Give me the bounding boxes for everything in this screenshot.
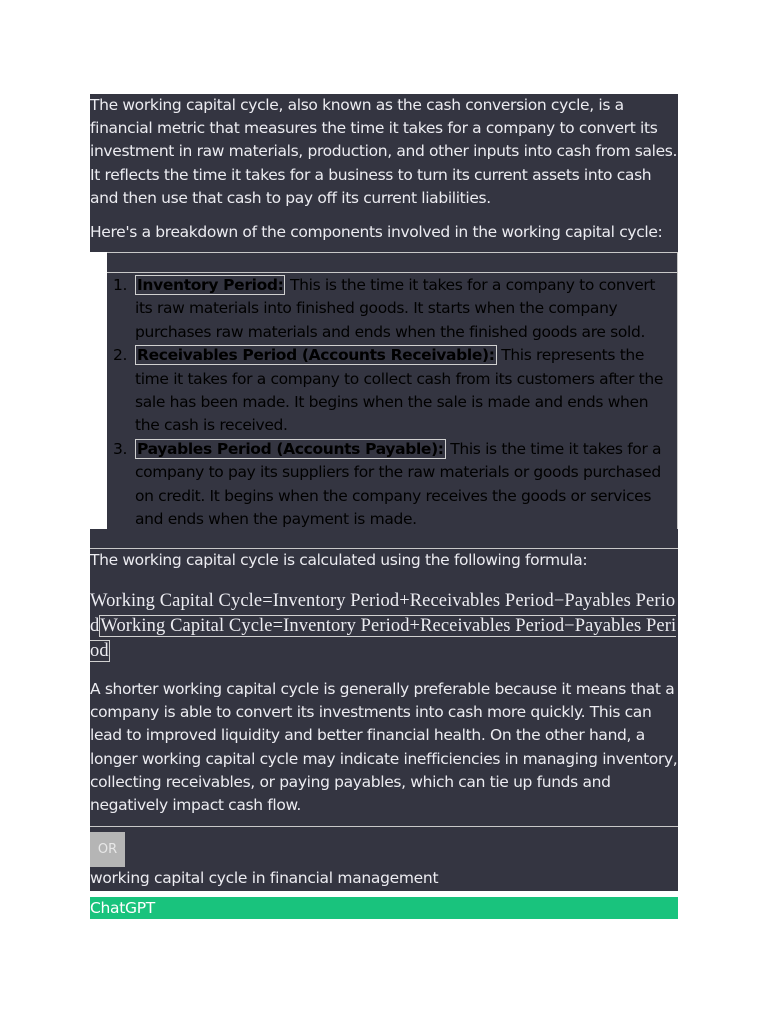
intro-panel bbox=[90, 94, 678, 252]
list-number: 2. bbox=[113, 346, 128, 365]
components-list bbox=[107, 274, 677, 531]
formula-boxed: Working Capital Cycle=Inventory Period+Receivables Period−Payables Period bbox=[90, 616, 677, 661]
chatgpt-label-bar: ChatGPT bbox=[90, 897, 678, 919]
term-inventory-period: Inventory Period: bbox=[137, 276, 284, 294]
intro-paragraph: The working capital cycle, also known as the cash conversion cycle, is a financial metric that measures the time it takes for a company to convert its investment in raw materials, production, and other inputs into cash from sales. It reflects the time it takes for a business to turn its current assets into cash and then use that cash to pay off its current liabilities. bbox=[90, 96, 678, 207]
divider bbox=[107, 272, 677, 273]
user-prompt: working capital cycle in financial management bbox=[90, 869, 439, 887]
term-receivables-period: Receivables Period (Accounts Receivable): bbox=[137, 346, 495, 365]
components-lead: Here's a breakdown of the components involved in the working capital cycle: bbox=[90, 223, 663, 242]
formula-intro: The working capital cycle is calculated using the following formula: bbox=[90, 551, 588, 569]
formula-plain: Working Capital Cycle=Inventory Period+Receivables Period−Payables Period bbox=[90, 591, 676, 636]
list-item bbox=[113, 344, 677, 438]
list-item bbox=[113, 274, 677, 344]
list-item-text: This represents the time it takes for a company to collect cash from its customers after the sale has been made. It begins when the sale is made and ends when the cash is received. bbox=[135, 346, 664, 435]
user-avatar: OR bbox=[90, 832, 125, 867]
next-turn-panel bbox=[90, 827, 678, 891]
formula-panel bbox=[90, 549, 678, 826]
list-number: 3. bbox=[113, 439, 128, 458]
list-item-text: This is the time it takes for a company to convert its raw materials into finished goods. It starts when the company purchases raw materials and ends when the finished goods are sold. bbox=[135, 276, 656, 341]
components-list-box bbox=[107, 252, 678, 530]
section-spacer bbox=[90, 529, 678, 549]
conclusion-paragraph: A shorter working capital cycle is generally preferable because it means that a company is able to convert its investments into cash more quickly. This can lead to improved liquidity and better financial health. On the other hand, a longer working capital cycle may indicate inefficiencies in managing inventory, collecting receivables, or paying payables, which can tie up funds and negatively impact cash flow. bbox=[90, 680, 678, 815]
formula bbox=[90, 589, 678, 664]
list-indent-strip bbox=[90, 252, 107, 529]
list-number: 1. bbox=[113, 276, 128, 294]
term-payables-period: Payables Period (Accounts Payable): bbox=[137, 439, 444, 458]
list-item bbox=[113, 438, 677, 532]
list-item-text: This is the time it takes for a company to pay its suppliers for the raw materials or goods purchased on credit. It begins when the company receives the goods or services and ends when the payment is made. bbox=[135, 439, 662, 529]
